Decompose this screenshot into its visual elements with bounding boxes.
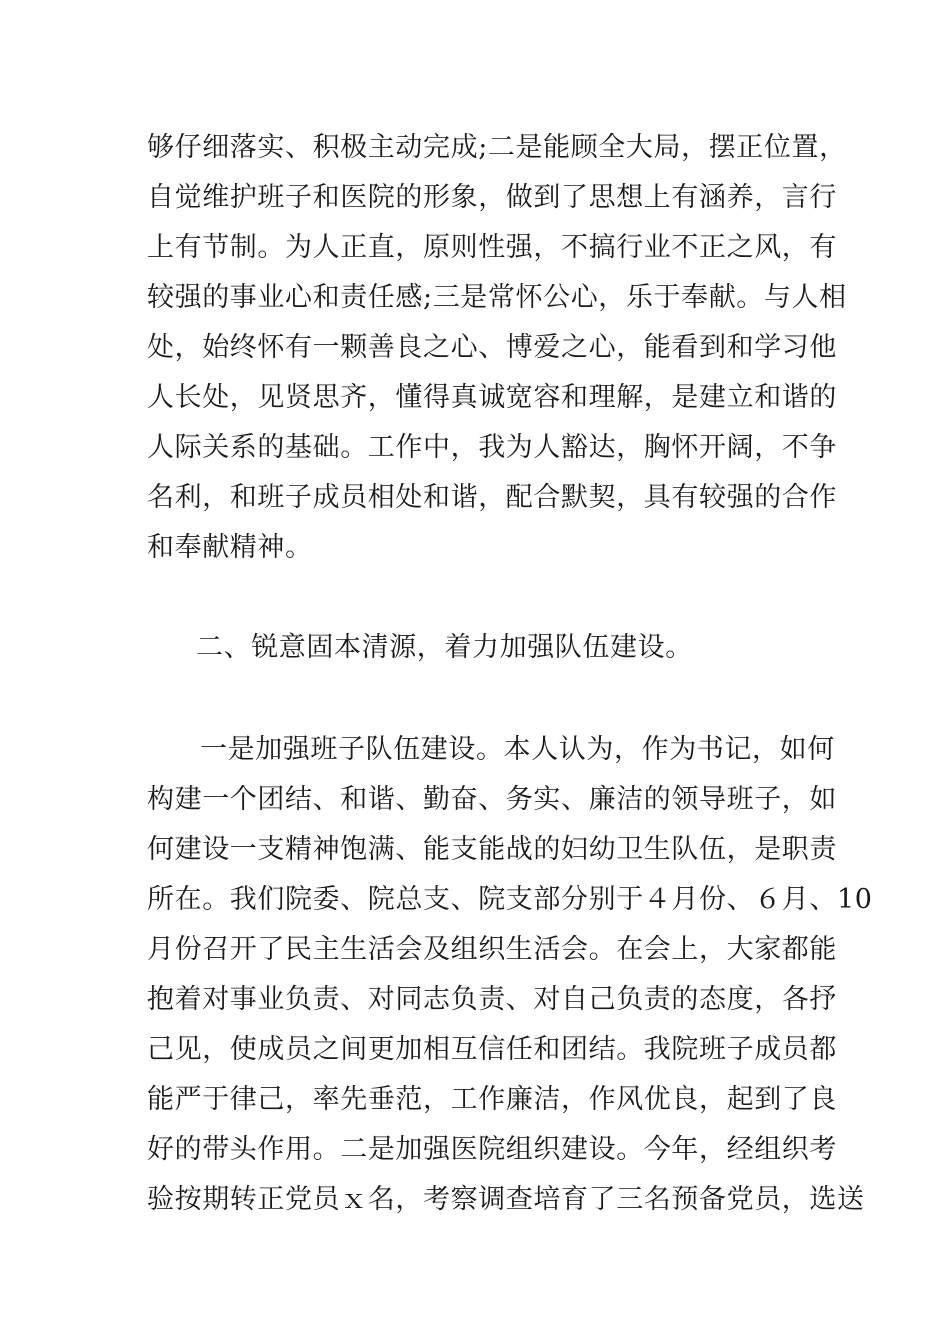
- paragraph-line: 构建一个团结、和谐、勤奋、务实、廉洁的领导班子，如: [147, 784, 837, 815]
- paragraph-line: 一是加强班子队伍建设。本人认为，作为书记，如何: [200, 734, 835, 765]
- paragraph-line: 月份召开了民主生活会及组织生活会。在会上，大家都能: [147, 934, 837, 965]
- paragraph-line: 己见，使成员之间更加相互信任和团结。我院班子成员都: [147, 1034, 837, 1065]
- paragraph-line: 能严于律己，率先垂范，工作廉洁，作风优良，起到了良: [147, 1084, 837, 1115]
- paragraph-line: 抱着对事业负责、对同志负责、对自己负责的态度，各抒: [147, 984, 837, 1015]
- paragraph-line: 上有节制。为人正直，原则性强，不搞行业不正之风，有: [147, 232, 837, 263]
- paragraph-line: 处，始终怀有一颗善良之心、博爱之心，能看到和学习他: [147, 332, 837, 363]
- paragraph-line: 验按期转正党员ｘ名，考察调查培育了三名预备党员，选送: [147, 1184, 865, 1215]
- paragraph-line: 好的带头作用。二是加强医院组织建设。今年，经组织考: [147, 1134, 837, 1165]
- paragraph-line: 何建设一支精神饱满、能支能战的妇幼卫生队伍，是职责: [147, 834, 837, 865]
- paragraph-line: 自觉维护班子和医院的形象，做到了思想上有涵养，言行: [147, 182, 837, 213]
- paragraph-line: 人长处，见贤思齐，懂得真诚宽容和理解，是建立和谐的: [147, 382, 837, 413]
- paragraph-line: 人际关系的基础。工作中，我为人豁达，胸怀开阔，不争: [147, 432, 837, 463]
- section-heading: 二、锐意固本清源，着力加强队伍建设。: [196, 632, 693, 663]
- paragraph-line: 名利，和班子成员相处和谐，配合默契，具有较强的合作: [147, 482, 837, 513]
- paragraph-line: 所在。我们院委、院总支、院支部分别于４月份、６月、10: [147, 884, 873, 915]
- paragraph-line: 较强的事业心和责任感;三是常怀公心，乐于奉献。与人相: [147, 282, 847, 313]
- paragraph-line: 够仔细落实、积极主动完成;二是能顾全大局，摆正位置，: [147, 132, 847, 163]
- paragraph-line: 和奉献精神。: [147, 532, 313, 563]
